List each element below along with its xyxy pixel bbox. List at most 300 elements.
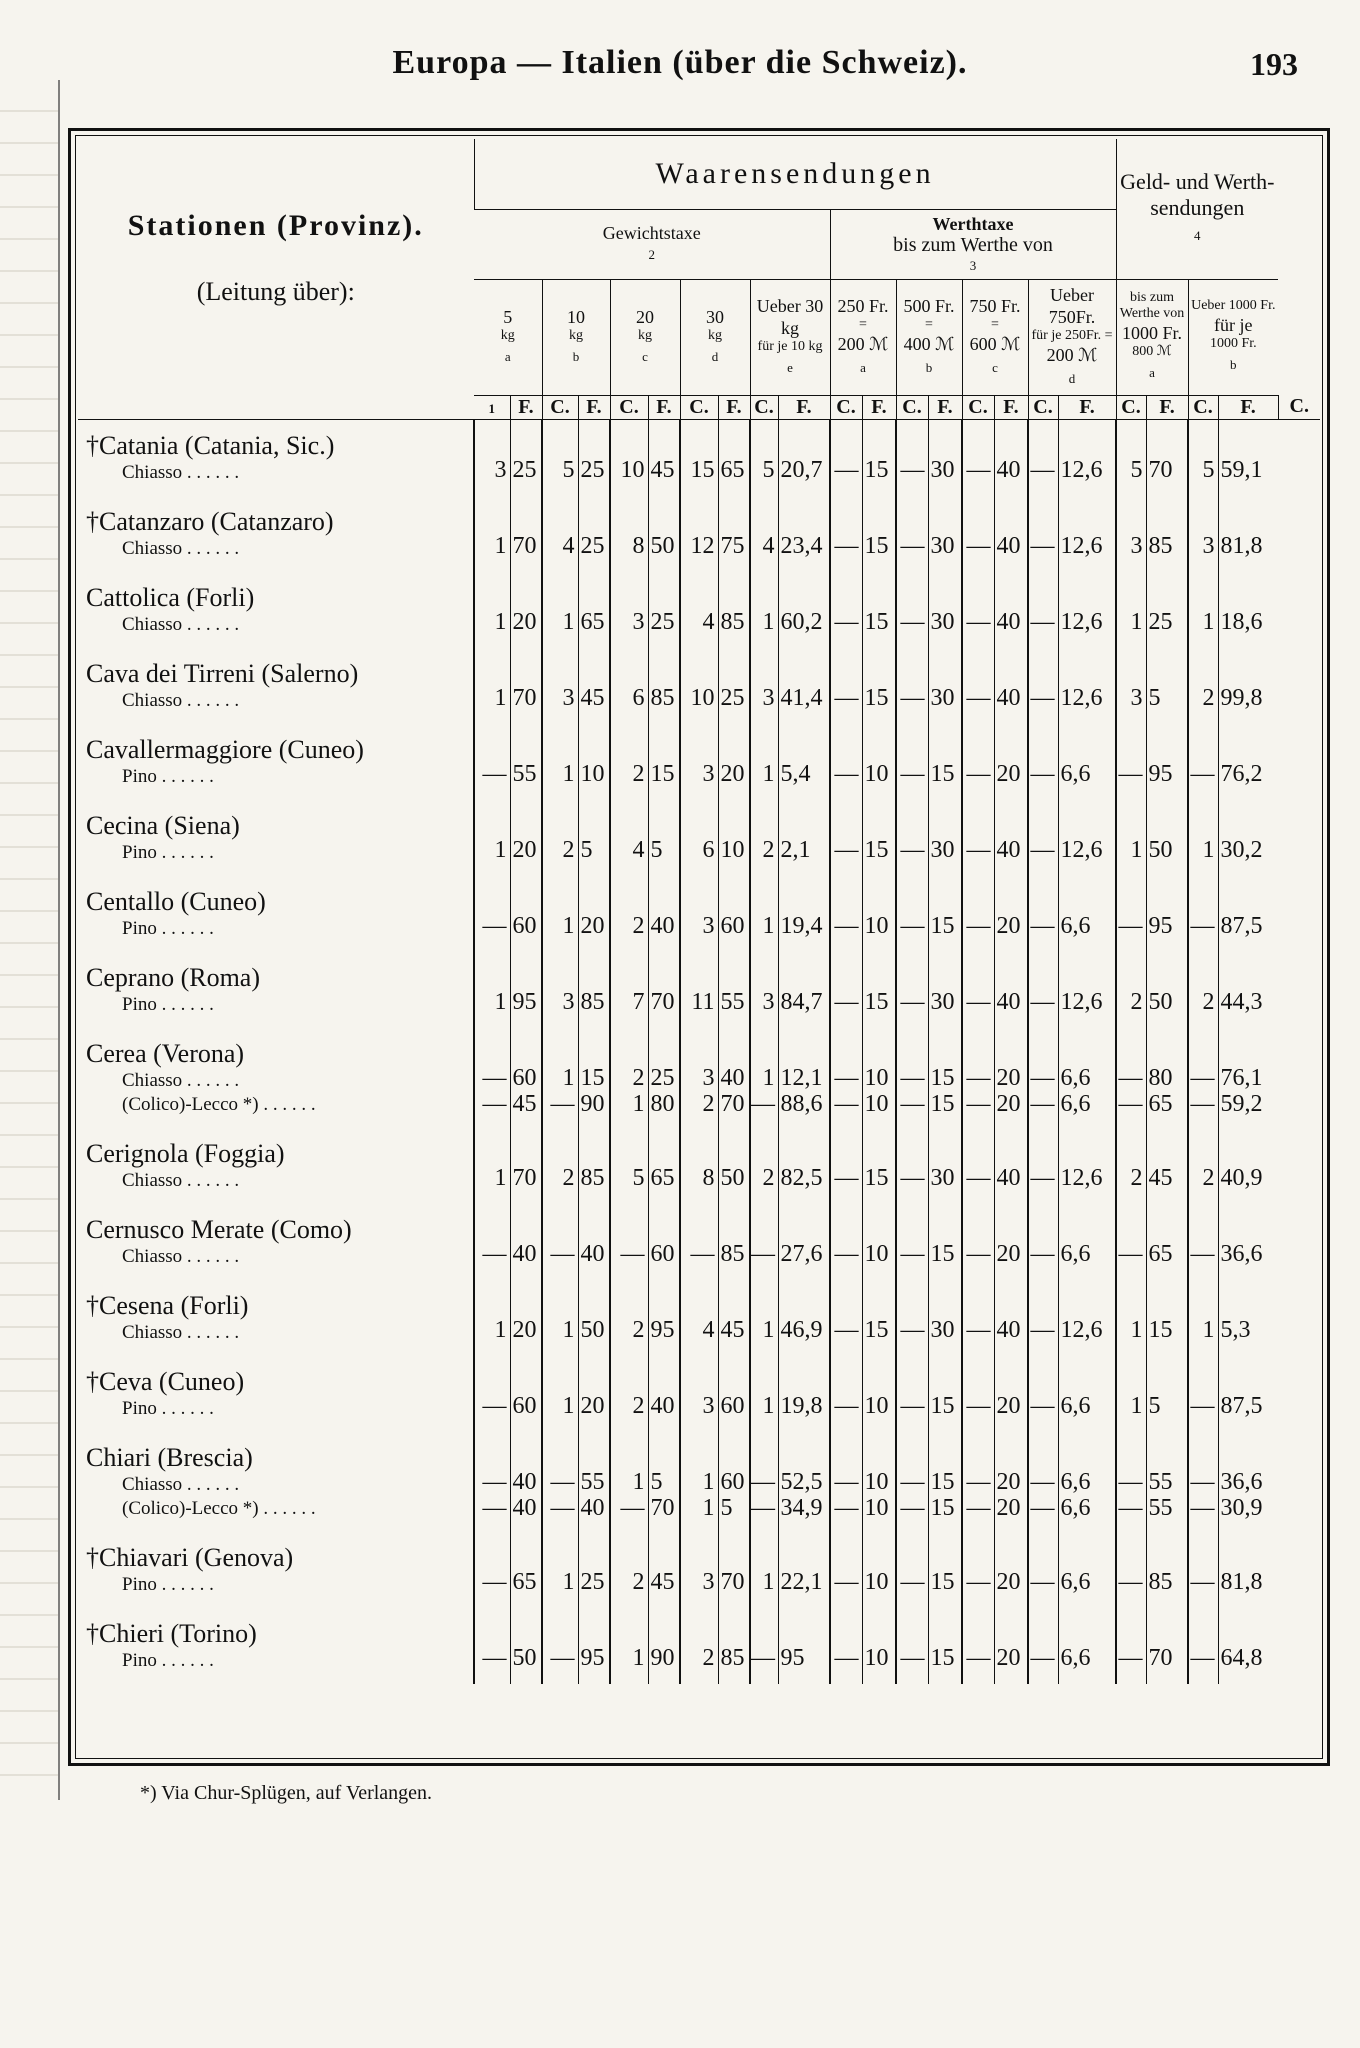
centime-value: 59,1 bbox=[1220, 456, 1263, 483]
centime-cell bbox=[862, 1432, 896, 1532]
table-row bbox=[78, 572, 1320, 648]
centime-cell bbox=[862, 496, 896, 572]
table-row bbox=[78, 1280, 1320, 1356]
weight-col-top: 20 bbox=[636, 307, 654, 327]
franc-cell bbox=[962, 496, 994, 572]
route-via: (Colico)-Lecco *) . . . . . . bbox=[122, 1093, 316, 1115]
franc-cell bbox=[542, 496, 578, 572]
franc-cell bbox=[830, 876, 862, 952]
weight-label: Gewichtstaxe bbox=[602, 223, 701, 243]
station-name: †Catanzaro (Catanzaro) bbox=[86, 506, 334, 536]
centime-value: 40,9 bbox=[1220, 1164, 1263, 1191]
franc-cell bbox=[830, 1028, 862, 1128]
stations-label: Stationen (Provinz). bbox=[127, 209, 424, 242]
centime-value: 65 bbox=[1148, 1090, 1173, 1117]
centime-value: 20 bbox=[996, 1494, 1021, 1521]
centime-cell bbox=[648, 496, 680, 572]
centime-cell bbox=[718, 952, 750, 1028]
centime-value: 81,8 bbox=[1220, 532, 1263, 559]
centime-value: 70 bbox=[720, 1090, 745, 1117]
franc-value: — bbox=[834, 1392, 859, 1419]
franc-cell bbox=[1028, 724, 1058, 800]
value-col-header bbox=[1028, 279, 1116, 395]
value-col-top: 500 Fr. bbox=[903, 296, 955, 316]
franc-value: 2 bbox=[632, 912, 645, 939]
centime-cell bbox=[578, 572, 610, 648]
centime-cell bbox=[718, 648, 750, 724]
franc-value: 2 bbox=[702, 1090, 715, 1117]
value-col-header bbox=[896, 279, 962, 395]
franc-value: — bbox=[1190, 1468, 1215, 1495]
centime-cell bbox=[718, 572, 750, 648]
franc-value: — bbox=[1030, 456, 1055, 483]
franc-cell bbox=[610, 1432, 648, 1532]
route-via: Pino . . . . . . bbox=[122, 765, 214, 787]
centime-value: 40 bbox=[650, 912, 675, 939]
centime-value: 12,6 bbox=[1060, 608, 1103, 635]
centime-cell bbox=[778, 1432, 830, 1532]
centime-cell bbox=[1218, 952, 1278, 1028]
franc-value: — bbox=[1118, 1644, 1143, 1671]
centime-value: 6,6 bbox=[1060, 1240, 1091, 1267]
money-label: Geld- und Werth-sendungen bbox=[1120, 168, 1275, 220]
franc-cell bbox=[610, 1204, 648, 1280]
franc-value: 2 bbox=[632, 1316, 645, 1343]
franc-value: 8 bbox=[702, 1164, 715, 1191]
station-cell bbox=[78, 419, 474, 496]
centime-cell bbox=[1146, 800, 1188, 876]
centime-cell bbox=[718, 1280, 750, 1356]
centime-cell bbox=[994, 876, 1028, 952]
franc-cell bbox=[962, 1532, 994, 1608]
franc-value: 2 bbox=[702, 1644, 715, 1671]
centime-value: 85 bbox=[1148, 1568, 1173, 1595]
franc-value: — bbox=[966, 1164, 991, 1191]
centime-cell bbox=[1146, 724, 1188, 800]
centime-cell bbox=[778, 648, 830, 724]
franc-value: — bbox=[1190, 1090, 1215, 1117]
centime-cell bbox=[1146, 1128, 1188, 1204]
centime-value: 5 bbox=[580, 836, 593, 863]
station-cell bbox=[78, 724, 474, 800]
value-sub-label: bis zum Werthe von bbox=[893, 234, 1053, 256]
franc-value: — bbox=[751, 1644, 775, 1671]
franc-value: — bbox=[1118, 760, 1143, 787]
centime-cell bbox=[928, 1432, 962, 1532]
franc-cell bbox=[1028, 419, 1058, 496]
franc-cell bbox=[1028, 1532, 1058, 1608]
franc-cell bbox=[474, 648, 510, 724]
franc-value: — bbox=[900, 836, 925, 863]
route-via: Chiasso . . . . . . bbox=[122, 613, 240, 635]
centime-cell bbox=[778, 419, 830, 496]
table-row bbox=[78, 1028, 1320, 1128]
centime-cell bbox=[994, 1608, 1028, 1684]
franc-value: 1 bbox=[702, 1468, 715, 1495]
col-letter: c bbox=[992, 360, 998, 375]
franc-value: — bbox=[1030, 1240, 1055, 1267]
centime-value: 15 bbox=[650, 760, 675, 787]
weight-header bbox=[474, 209, 830, 279]
value-col-bottom: 200 ℳ bbox=[837, 334, 889, 354]
centime-cell bbox=[928, 876, 962, 952]
centime-value: 5 bbox=[1148, 684, 1161, 711]
centime-value: 75 bbox=[720, 532, 745, 559]
centime-header: C. bbox=[962, 395, 994, 419]
centime-value: 10 bbox=[864, 1644, 889, 1671]
franc-value: 1 bbox=[562, 1568, 575, 1595]
franc-value: 1 bbox=[562, 608, 575, 635]
centime-cell bbox=[510, 419, 542, 496]
franc-value: 1 bbox=[494, 684, 507, 711]
franc-cell bbox=[750, 1608, 778, 1684]
franc-cell bbox=[542, 419, 578, 496]
franc-value: — bbox=[966, 760, 991, 787]
centime-value: 25 bbox=[580, 1568, 605, 1595]
centime-cell bbox=[928, 1204, 962, 1280]
franc-cell bbox=[1028, 952, 1058, 1028]
centime-value: 85 bbox=[720, 1240, 745, 1267]
centime-cell bbox=[510, 1128, 542, 1204]
franc-value: 4 bbox=[702, 608, 715, 635]
franc-value: — bbox=[482, 912, 507, 939]
weight-col-top: 30 bbox=[706, 307, 724, 327]
franc-value: — bbox=[900, 760, 925, 787]
franc-cell bbox=[1188, 648, 1218, 724]
centime-value: 5 bbox=[650, 1468, 663, 1495]
centime-cell bbox=[928, 1128, 962, 1204]
franc-cell bbox=[1116, 1432, 1146, 1532]
franc-cell bbox=[750, 1028, 778, 1128]
centime-cell bbox=[1146, 952, 1188, 1028]
franc-cell bbox=[474, 800, 510, 876]
value-col-header bbox=[962, 279, 1028, 395]
centime-value: 50 bbox=[650, 532, 675, 559]
franc-cell bbox=[750, 724, 778, 800]
franc-cell bbox=[1028, 1280, 1058, 1356]
franc-cell bbox=[680, 1204, 718, 1280]
franc-value: — bbox=[966, 988, 991, 1015]
franc-cell bbox=[896, 1608, 928, 1684]
franc-value: 3 bbox=[762, 988, 775, 1015]
centime-cell bbox=[1058, 800, 1116, 876]
centime-cell bbox=[1146, 1608, 1188, 1684]
franc-value: — bbox=[966, 912, 991, 939]
franc-value: — bbox=[1030, 1316, 1055, 1343]
centime-value: 40 bbox=[580, 1240, 605, 1267]
centime-cell bbox=[1218, 1608, 1278, 1684]
franc-value: — bbox=[966, 836, 991, 863]
centime-value: 81,8 bbox=[1220, 1568, 1263, 1595]
franc-value: 3 bbox=[702, 1568, 715, 1595]
value-col-eq: = bbox=[859, 317, 867, 332]
centime-cell bbox=[648, 800, 680, 876]
franc-cell bbox=[542, 1432, 578, 1532]
centime-value: 40 bbox=[996, 456, 1021, 483]
centime-value: 60 bbox=[512, 1064, 537, 1091]
franc-value: 2 bbox=[1130, 1164, 1143, 1191]
rate-table bbox=[78, 139, 1320, 1684]
table-row bbox=[78, 1608, 1320, 1684]
franc-value: — bbox=[482, 760, 507, 787]
franc-cell bbox=[542, 1532, 578, 1608]
station-name: †Chieri (Torino) bbox=[86, 1618, 257, 1648]
franc-cell bbox=[474, 1028, 510, 1128]
centime-value: 27,6 bbox=[780, 1240, 823, 1267]
centime-cell bbox=[778, 1028, 830, 1128]
weight-col-unit: für je 10 kg bbox=[757, 339, 823, 354]
value-header bbox=[830, 209, 1116, 279]
centime-cell bbox=[648, 952, 680, 1028]
franc-cell bbox=[750, 1432, 778, 1532]
franc-cell bbox=[962, 1356, 994, 1432]
centime-value: 45 bbox=[650, 456, 675, 483]
franc-value: — bbox=[900, 1568, 925, 1595]
centime-value: 10 bbox=[864, 1064, 889, 1091]
page-number: 193 bbox=[1250, 46, 1298, 82]
franc-value: — bbox=[834, 1568, 859, 1595]
centime-value: 10 bbox=[580, 760, 605, 787]
franc-value: 10 bbox=[620, 456, 645, 483]
centime-value: 20 bbox=[996, 912, 1021, 939]
franc-cell bbox=[830, 496, 862, 572]
franc-cell bbox=[1116, 1532, 1146, 1608]
centime-value: 40 bbox=[512, 1468, 537, 1495]
centime-value: 50 bbox=[512, 1644, 537, 1671]
franc-cell bbox=[1116, 1028, 1146, 1128]
franc-value: — bbox=[1030, 836, 1055, 863]
centime-cell bbox=[1146, 1028, 1188, 1128]
centime-cell bbox=[778, 572, 830, 648]
centime-value: 55 bbox=[1148, 1468, 1173, 1495]
value-col-bottom: 400 ℳ bbox=[903, 334, 955, 354]
col-letter: d bbox=[711, 349, 719, 364]
centime-cell bbox=[578, 952, 610, 1028]
centime-value: 20 bbox=[996, 1644, 1021, 1671]
franc-value: 3 bbox=[702, 1064, 715, 1091]
franc-cell bbox=[474, 1356, 510, 1432]
centime-value: 40 bbox=[996, 1164, 1021, 1191]
value-col-top: Ueber 750Fr. bbox=[1048, 285, 1096, 327]
centime-cell bbox=[648, 876, 680, 952]
centime-value: 95 bbox=[1148, 760, 1173, 787]
col-letter: b bbox=[925, 360, 933, 375]
station-cell bbox=[78, 1280, 474, 1356]
centime-header: C. bbox=[680, 395, 718, 419]
centime-header: C. bbox=[1028, 395, 1058, 419]
centime-value: 60 bbox=[512, 1392, 537, 1419]
franc-cell bbox=[542, 876, 578, 952]
franc-value: — bbox=[550, 1090, 575, 1117]
franc-cell bbox=[750, 1532, 778, 1608]
franc-value: — bbox=[1030, 1644, 1055, 1671]
centime-cell bbox=[510, 952, 542, 1028]
centime-value: 12,6 bbox=[1060, 532, 1103, 559]
centime-cell bbox=[928, 648, 962, 724]
centime-value: 15 bbox=[930, 1090, 955, 1117]
franc-value: — bbox=[834, 684, 859, 711]
weight-col-top: 5 bbox=[503, 307, 513, 327]
franc-value: 1 bbox=[494, 608, 507, 635]
franc-value: — bbox=[900, 1064, 925, 1091]
centime-value: 95 bbox=[1148, 912, 1173, 939]
franc-value: — bbox=[1030, 684, 1055, 711]
franc-cell bbox=[474, 876, 510, 952]
franc-value: 1 bbox=[1202, 608, 1215, 635]
value-col-bottom: 200 ℳ bbox=[1046, 345, 1098, 365]
centime-value: 52,5 bbox=[780, 1468, 823, 1495]
franc-cell bbox=[680, 952, 718, 1028]
centime-cell bbox=[1146, 419, 1188, 496]
franc-cell bbox=[680, 1128, 718, 1204]
franc-value: — bbox=[966, 684, 991, 711]
franc-header: F. bbox=[862, 395, 896, 419]
centime-value: 20 bbox=[996, 1090, 1021, 1117]
station-name: †Chiavari (Genova) bbox=[86, 1542, 294, 1572]
franc-value: — bbox=[1030, 1468, 1055, 1495]
centime-value: 90 bbox=[580, 1090, 605, 1117]
franc-value: — bbox=[1030, 760, 1055, 787]
centime-value: 87,5 bbox=[1220, 912, 1263, 939]
franc-value: — bbox=[1030, 1392, 1055, 1419]
franc-cell bbox=[962, 1608, 994, 1684]
franc-value: — bbox=[1190, 1392, 1215, 1419]
franc-cell bbox=[962, 1028, 994, 1128]
centime-cell bbox=[510, 1432, 542, 1532]
centime-value: 12,6 bbox=[1060, 1316, 1103, 1343]
money-col-mid: 1000 Fr. bbox=[1122, 323, 1183, 343]
centime-value: 55 bbox=[580, 1468, 605, 1495]
franc-value: — bbox=[1118, 1064, 1143, 1091]
weight-col-header bbox=[680, 279, 750, 395]
centime-value: 15 bbox=[930, 1644, 955, 1671]
franc-cell bbox=[542, 1204, 578, 1280]
franc-value: 2 bbox=[632, 1064, 645, 1091]
col-letter: e bbox=[787, 360, 793, 375]
franc-cell bbox=[542, 648, 578, 724]
franc-cell bbox=[1028, 876, 1058, 952]
table-row bbox=[78, 1204, 1320, 1280]
centime-value: 12,6 bbox=[1060, 1164, 1103, 1191]
franc-value: — bbox=[966, 1316, 991, 1343]
franc-cell bbox=[542, 572, 578, 648]
centime-value: 15 bbox=[864, 836, 889, 863]
franc-cell bbox=[610, 1608, 648, 1684]
centime-value: 12,6 bbox=[1060, 988, 1103, 1015]
centime-value: 40 bbox=[996, 988, 1021, 1015]
franc-value: — bbox=[834, 1164, 859, 1191]
stations-header bbox=[78, 139, 474, 419]
money-col-top: Ueber 1000 Fr. bbox=[1191, 298, 1276, 313]
franc-value: — bbox=[1030, 1164, 1055, 1191]
centime-cell bbox=[1218, 1280, 1278, 1356]
centime-cell bbox=[510, 1280, 542, 1356]
centime-cell bbox=[1058, 648, 1116, 724]
centime-value: 70 bbox=[720, 1568, 745, 1595]
centime-cell bbox=[1218, 1356, 1278, 1432]
franc-header: F. bbox=[578, 395, 610, 419]
centime-cell bbox=[1058, 876, 1116, 952]
centime-cell bbox=[994, 1432, 1028, 1532]
franc-cell bbox=[610, 1280, 648, 1356]
franc-value: 2 bbox=[1130, 988, 1143, 1015]
centime-value: 6,6 bbox=[1060, 1064, 1091, 1091]
franc-header: F. bbox=[1058, 395, 1116, 419]
franc-cell bbox=[474, 724, 510, 800]
station-cell bbox=[78, 1532, 474, 1608]
franc-value: — bbox=[1030, 912, 1055, 939]
franc-value: — bbox=[1118, 912, 1143, 939]
centime-value: 6,6 bbox=[1060, 760, 1091, 787]
centime-value: 12,6 bbox=[1060, 684, 1103, 711]
centime-value: 60 bbox=[720, 912, 745, 939]
franc-cell bbox=[680, 496, 718, 572]
franc-value: 2 bbox=[632, 1392, 645, 1419]
centime-cell bbox=[994, 1280, 1028, 1356]
station-cell bbox=[78, 1128, 474, 1204]
col-letter: a bbox=[860, 360, 866, 375]
centime-value: 25 bbox=[650, 608, 675, 635]
weight-col-unit: kg bbox=[500, 328, 515, 343]
franc-value: — bbox=[1030, 1494, 1055, 1521]
centime-cell bbox=[862, 724, 896, 800]
franc-value: 1 bbox=[1130, 608, 1143, 635]
centime-value: 12,6 bbox=[1060, 456, 1103, 483]
centime-cell bbox=[718, 1532, 750, 1608]
weight-num: 2 bbox=[648, 247, 655, 262]
centime-cell bbox=[578, 419, 610, 496]
table-row bbox=[78, 496, 1320, 572]
value-col-eq: für je 250Fr. = bbox=[1031, 328, 1113, 343]
franc-cell bbox=[750, 952, 778, 1028]
centime-cell bbox=[1218, 724, 1278, 800]
franc-cell bbox=[474, 1432, 510, 1532]
route-via: Chiasso . . . . . . bbox=[122, 1169, 240, 1191]
station-cell bbox=[78, 1204, 474, 1280]
franc-value: 1 bbox=[632, 1644, 645, 1671]
centime-cell bbox=[862, 1204, 896, 1280]
centime-value: 99,8 bbox=[1220, 684, 1263, 711]
franc-cell bbox=[1188, 1028, 1218, 1128]
centime-value: 30 bbox=[930, 456, 955, 483]
centime-value: 87,5 bbox=[1220, 1392, 1263, 1419]
station-name: Ceprano (Roma) bbox=[86, 962, 261, 992]
franc-cell bbox=[1116, 1280, 1146, 1356]
centime-cell bbox=[1058, 1128, 1116, 1204]
weight-col-header bbox=[750, 279, 830, 395]
franc-cell bbox=[1188, 876, 1218, 952]
franc-value: 3 bbox=[762, 684, 775, 711]
franc-value: — bbox=[620, 1240, 645, 1267]
col-letter: b bbox=[1230, 357, 1237, 372]
centime-value: 5 bbox=[1148, 1392, 1161, 1419]
station-cell bbox=[78, 572, 474, 648]
centime-value: 6,6 bbox=[1060, 1494, 1091, 1521]
centime-cell bbox=[510, 1608, 542, 1684]
centime-value: 20 bbox=[580, 1392, 605, 1419]
centime-cell bbox=[1218, 419, 1278, 496]
franc-cell bbox=[474, 1128, 510, 1204]
centime-value: 36,6 bbox=[1220, 1468, 1263, 1495]
franc-header: F. bbox=[648, 395, 680, 419]
col-letter: a bbox=[504, 349, 511, 364]
franc-cell bbox=[1116, 1204, 1146, 1280]
franc-value: 1 bbox=[762, 760, 775, 787]
centime-cell bbox=[1058, 1280, 1116, 1356]
centime-value: 60 bbox=[720, 1468, 745, 1495]
table-row bbox=[78, 800, 1320, 876]
centime-cell bbox=[578, 1128, 610, 1204]
